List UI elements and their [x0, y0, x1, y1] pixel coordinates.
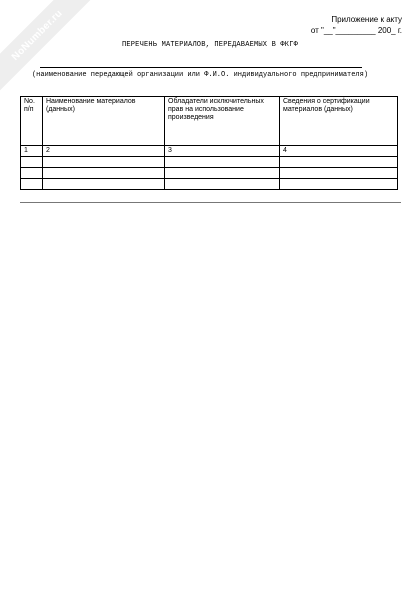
table-cell: [280, 168, 398, 179]
appendix-line-2: от "__"_________ 200_ г.: [310, 26, 402, 35]
table-cell: [165, 157, 280, 168]
column-number-cell: 1: [21, 146, 43, 157]
table-cell: [43, 179, 165, 190]
table-cell: [43, 168, 165, 179]
appendix-note: [272, 14, 402, 36]
table-cell: [21, 157, 43, 168]
table-row: [21, 157, 398, 168]
header-number: No. п/п: [21, 97, 43, 146]
organization-name-line: [40, 67, 362, 68]
table-cell: [165, 179, 280, 190]
header-rights-holders: Обладатели исключительных прав на использование произведения: [165, 97, 280, 146]
bottom-divider: [20, 202, 401, 203]
table-row: [21, 179, 398, 190]
table-header-row: [21, 97, 398, 146]
header-certification: Сведения о сертификации материалов (данных): [280, 97, 398, 146]
table-cell: [21, 179, 43, 190]
organization-hint: (наименование передающей организации или Ф.И.О. индивидуального предпринимателя): [31, 71, 369, 79]
header-materials: Наименование материалов (данных): [43, 97, 165, 146]
column-number-cell: 3: [165, 146, 280, 157]
watermark-text: NoNumber.ru: [9, 7, 65, 63]
table-cell: [21, 168, 43, 179]
appendix-line-1: Приложение к акту: [331, 15, 402, 24]
document-title: ПЕРЕЧЕНЬ МАТЕРИАЛОВ, ПЕРЕДАВАЕМЫХ В ФКГФ: [121, 41, 299, 49]
materials-table: [20, 96, 398, 190]
table-row: [21, 168, 398, 179]
column-number-row: [21, 146, 398, 157]
table-cell: [165, 168, 280, 179]
table-cell: [43, 157, 165, 168]
table-cell: [280, 179, 398, 190]
column-number-cell: 4: [280, 146, 398, 157]
table-cell: [280, 157, 398, 168]
column-number-cell: 2: [43, 146, 165, 157]
